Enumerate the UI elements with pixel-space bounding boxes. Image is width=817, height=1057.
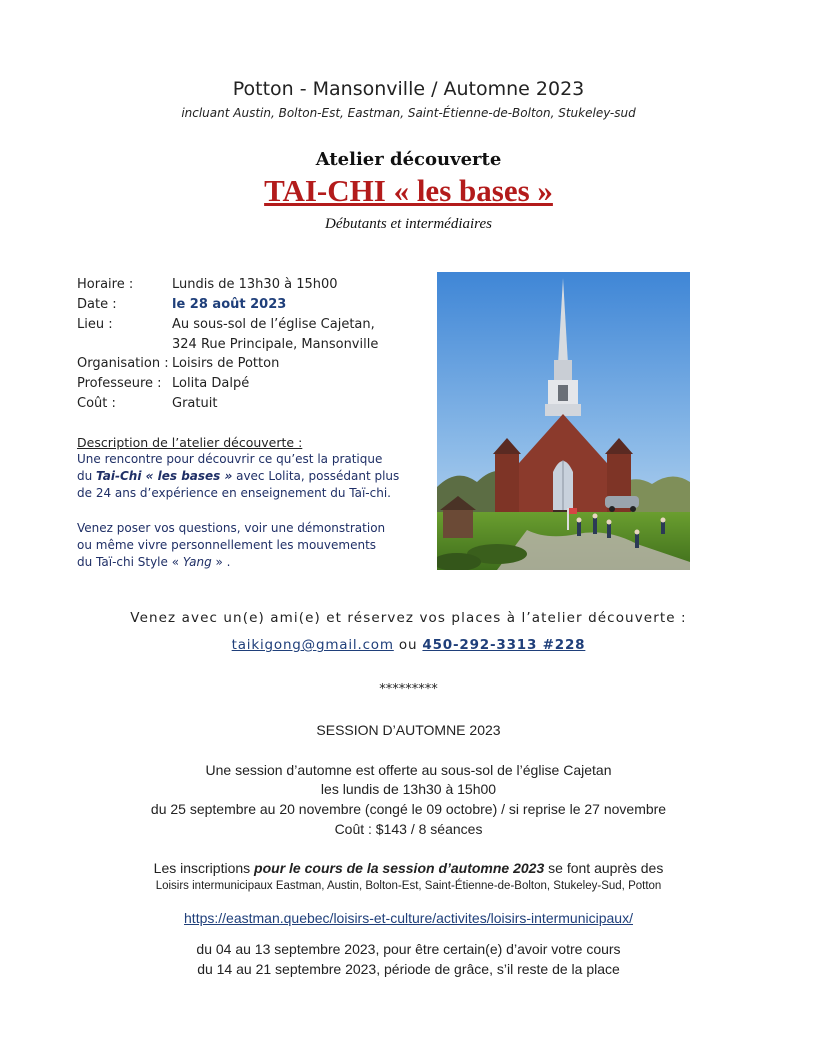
contact-line — [0, 637, 817, 653]
detail-cout — [77, 396, 218, 416]
detail-horaire — [77, 277, 338, 297]
detail-value: Au sous-sol de l’église Cajetan, — [172, 317, 375, 332]
event-label: Atelier découverte — [315, 149, 502, 170]
detail-label: Coût : — [77, 396, 116, 411]
inscriptions-period: du 14 au 21 septembre 2023, période de grâce, s’il reste de la place — [197, 961, 620, 977]
description-line: Venez poser vos questions, voir une démonstration — [77, 521, 386, 535]
detail-lieu — [77, 317, 375, 337]
inscriptions-text: Les inscriptions — [153, 860, 255, 876]
description-line: de 24 ans d’expérience en enseignement du Taï-chi. — [77, 486, 391, 500]
description-line: ou même vivre personnellement les mouvements — [77, 538, 377, 552]
detail-professeure — [77, 376, 250, 396]
inscriptions-emphasis: pour le cours de la session d’automne 2023 — [254, 860, 545, 876]
description-emphasis: Yang — [182, 555, 212, 569]
description-text: du Taï-chi Style « — [77, 555, 183, 569]
session-line: Une session d’automne est offerte au sous-sol de l’église Cajetan — [205, 762, 612, 778]
session-line: du 25 septembre au 20 novembre (congé le 09 octobre) / si reprise le 27 novembre — [150, 801, 667, 817]
detail-value: Lundis de 13h30 à 15h00 — [172, 277, 338, 292]
inscriptions-period: du 04 au 13 septembre 2023, pour être certain(e) d’avoir votre cours — [196, 941, 621, 957]
description-emphasis: Tai-Chi « les bases » — [96, 469, 233, 483]
description-text: » . — [211, 555, 231, 569]
detail-organisation — [77, 356, 280, 376]
inscriptions-url-link[interactable]: https://eastman.quebec/loisirs-et-culture/activites/loisirs-intermunicipaux/ — [184, 910, 633, 926]
description-line — [77, 555, 230, 569]
event-title: TAI-CHI « les bases » — [264, 173, 553, 208]
detail-value: le 28 août 2023 — [172, 297, 287, 312]
event-level: Débutants et intermédiaires — [325, 216, 492, 232]
inscriptions-line — [0, 860, 817, 876]
detail-label: Horaire : — [77, 277, 134, 292]
detail-label: Professeure : — [77, 376, 162, 391]
header-title: Potton - Mansonville / Automne 2023 — [232, 78, 585, 100]
detail-date — [77, 297, 287, 317]
description-line — [77, 469, 399, 483]
detail-value: Loisirs de Potton — [172, 356, 280, 371]
description-text: avec Lolita, possédant plus — [232, 469, 400, 483]
detail-value: 324 Rue Principale, Mansonville — [172, 337, 379, 352]
inscriptions-text: se font auprès des — [544, 860, 664, 876]
session-line: Coût : $143 / 8 séances — [334, 821, 483, 837]
cta-text: Venez avec un(e) ami(e) et réservez vos places à l’atelier découverte : — [130, 610, 687, 626]
detail-value: Gratuit — [172, 396, 218, 411]
email-link[interactable]: taikigong@gmail.com — [231, 637, 394, 653]
detail-label: Date : — [77, 297, 117, 312]
church-photo — [437, 272, 690, 570]
phone-link[interactable]: 450-292-3313 #228 — [422, 637, 586, 653]
detail-value: Lolita Dalpé — [172, 376, 250, 391]
contact-separator: ou — [393, 637, 423, 653]
header-subtitle: incluant Austin, Bolton-Est, Eastman, Saint-Étienne-de-Bolton, Stukeley-sud — [181, 106, 636, 120]
description-text: du — [77, 469, 97, 483]
session-line: les lundis de 13h30 à 15h00 — [320, 781, 497, 797]
description-line: Une rencontre pour découvrir ce qu’est la pratique — [77, 452, 383, 466]
detail-label: Organisation : — [77, 356, 169, 371]
inscriptions-organizations: Loisirs intermunicipaux Eastman, Austin, Bolton-Est, Saint-Étienne-de-Bolton, Stukeley-Sud, Potton — [155, 880, 662, 892]
description-heading: Description de l’atelier découverte : — [77, 435, 303, 450]
session-title: SESSION D’AUTOMNE 2023 — [316, 722, 501, 738]
detail-label: Lieu : — [77, 317, 113, 332]
separator: ********* — [379, 682, 438, 697]
